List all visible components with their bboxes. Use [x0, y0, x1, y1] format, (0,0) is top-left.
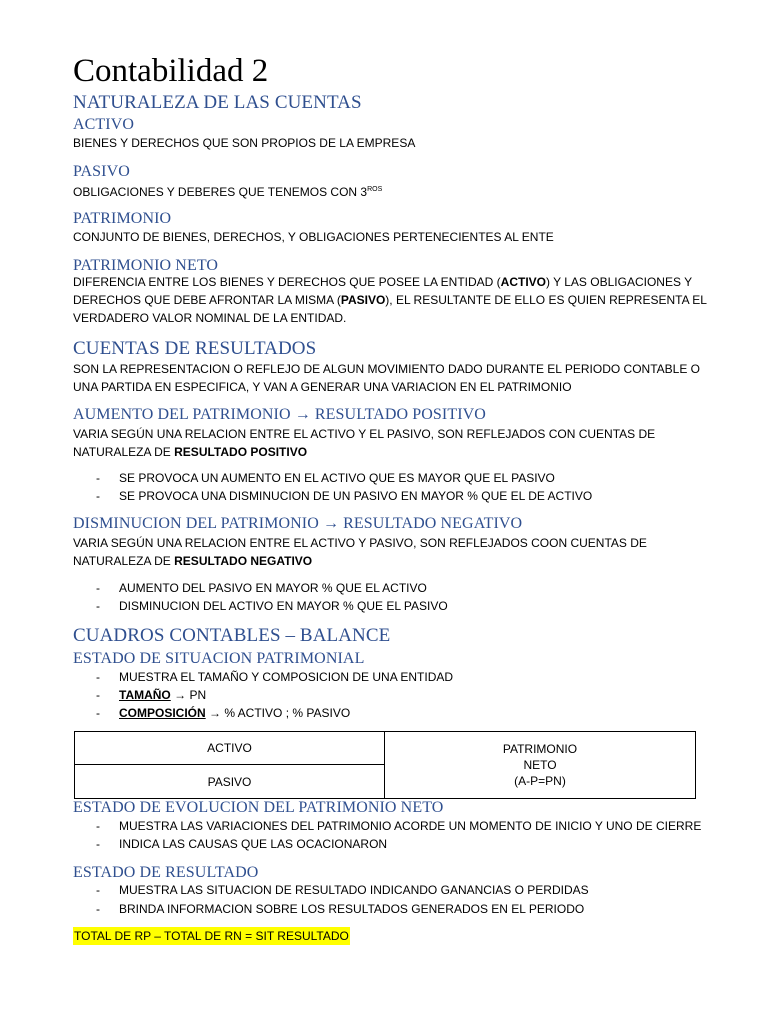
subheading-pasivo: PASIVO [73, 163, 130, 180]
bullet-dash: - [96, 489, 100, 503]
section-heading-cuadros-contables: CUADROS CONTABLES – BALANCE [73, 625, 391, 646]
term-tamano: TAMAÑO [119, 688, 171, 702]
cuentas-resultados-line-1: SON LA REPRESENTACION O REFLEJO DE ALGUN MOVIMIENTO DADO DURANTE EL PERIODO CONTABLE O [73, 362, 701, 376]
aumento-line-1: VARIA SEGÚN UNA RELACION ENTRE EL ACTIVO Y EL PASIVO, SON REFLEJADOS CON CUENTAS DE [73, 427, 656, 441]
list-item: - DISMINUCION DEL ACTIVO EN MAYOR % QUE EL PASIVO [96, 599, 448, 613]
list-item: - COMPOSICIÓN → % ACTIVO ; % PASIVO [96, 706, 351, 720]
patrimonio-definition: CONJUNTO DE BIENES, DERECHOS, Y OBLIGACIONES PERTENECIENTES AL ENTE [73, 230, 554, 244]
list-item: - BRINDA INFORMACION SOBRE LOS RESULTADOS GENERADOS EN EL PERIODO [96, 902, 585, 916]
disminucion-line-1: VARIA SEGÚN UNA RELACION ENTRE EL ACTIVO Y PASIVO, SON REFLEJADOS COON CUENTAS DE [73, 536, 647, 550]
subheading-disminucion: DISMINUCION DEL PATRIMONIO → RESULTADO NEGATIVO [73, 515, 523, 532]
bullet-dash: - [96, 883, 100, 897]
bullet-dash: - [96, 471, 100, 485]
subheading-activo: ACTIVO [73, 116, 135, 133]
bullet-dash: - [96, 581, 100, 595]
disminucion-line-2: NATURALEZA DE RESULTADO NEGATIVO [73, 554, 313, 568]
aumento-line-2: NATURALEZA DE RESULTADO POSITIVO [73, 445, 308, 459]
balance-table [74, 731, 696, 799]
subheading-patrimonio: PATRIMONIO [73, 210, 172, 227]
subheading-evolucion-patrimonio: ESTADO DE EVOLUCION DEL PATRIMONIO NETO [73, 799, 444, 816]
cuentas-resultados-line-2: UNA PARTIDA EN ESPECIFICA, Y VAN A GENERAR UNA VARIACION EN EL PATRIMONIO [73, 380, 572, 394]
bullet-dash: - [96, 902, 100, 916]
pasivo-definition: OBLIGACIONES Y DEBERES QUE TENEMOS CON $3^{ROS}$ [73, 185, 383, 199]
bullet-dash: - [96, 706, 100, 720]
patrimonio-neto-line-3: VERDADERO VALOR NOMINAL DE LA ENTIDAD. [73, 311, 347, 325]
list-item: - SE PROVOCA UN AUMENTO EN EL ACTIVO QUE ES MAYOR QUE EL PASIVO [96, 471, 555, 485]
section-heading-naturaleza: NATURALEZA DE LAS CUENTAS [73, 92, 362, 113]
list-item: - MUESTRA LAS SITUACION DE RESULTADO INDICANDO GANANCIAS O PERDIDAS [96, 883, 589, 897]
subheading-estado-situacion: ESTADO DE SITUACION PATRIMONIAL [73, 650, 365, 667]
document-title: Contabilidad 2 [73, 53, 269, 89]
subheading-aumento: AUMENTO DEL PATRIMONIO → RESULTADO POSITIVO [73, 406, 486, 423]
patrimonio-neto-line-2: DERECHOS QUE DEBE AFRONTAR LA MISMA (PASIVO), EL RESULTANTE DE ELLO ES QUIEN REPRESENTA EL [73, 293, 707, 307]
bullet-dash: - [96, 688, 100, 702]
superscript-ros: ROS [367, 186, 383, 193]
subheading-patrimonio-neto: PATRIMONIO NETO [73, 257, 219, 274]
list-item: - INDICA LAS CAUSAS QUE LAS OCACIONARON [96, 837, 388, 851]
bullet-dash: - [96, 837, 100, 851]
term-composicion: COMPOSICIÓN [119, 706, 206, 720]
subheading-estado-resultado: ESTADO DE RESULTADO [73, 864, 259, 881]
bullet-dash: - [96, 819, 100, 833]
cell-pasivo: PASIVO [75, 765, 385, 799]
list-item: - TAMAÑO → PN [96, 688, 207, 702]
section-heading-cuentas-resultados: CUENTAS DE RESULTADOS [73, 338, 317, 359]
activo-definition: BIENES Y DERECHOS QUE SON PROPIOS DE LA EMPRESA [73, 136, 416, 150]
list-item: - AUMENTO DEL PASIVO EN MAYOR % QUE EL ACTIVO [96, 581, 427, 595]
highlighted-formula: TOTAL DE RP – TOTAL DE RN = SIT RESULTADO [74, 929, 349, 943]
list-item: - MUESTRA EL TAMAÑO Y COMPOSICION DE UNA ENTIDAD [96, 670, 454, 684]
patrimonio-neto-line-1: DIFERENCIA ENTRE LOS BIENES Y DERECHOS QUE POSEE LA ENTIDAD (ACTIVO) Y LAS OBLIGACIONES Y [73, 275, 693, 289]
bullet-dash: - [96, 599, 100, 613]
cell-activo: ACTIVO [75, 732, 385, 765]
list-item: - SE PROVOCA UNA DISMINUCION DE UN PASIVO EN MAYOR % QUE EL DE ACTIVO [96, 489, 593, 503]
cell-patrimonio-neto: PATRIMONIO NETO (A-P=PN) [385, 732, 696, 799]
list-item: - MUESTRA LAS VARIACIONES DEL PATRIMONIO ACORDE UN MOMENTO DE INICIO Y UNO DE CIERRE [96, 819, 702, 833]
bullet-dash: - [96, 670, 100, 684]
